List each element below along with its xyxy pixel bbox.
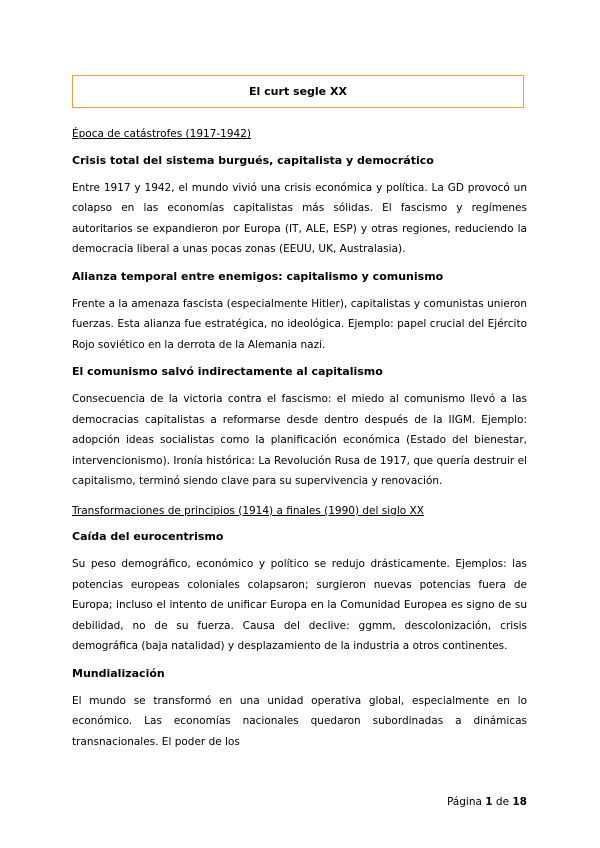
block-paragraph: Entre 1917 y 1942, el mundo vivió una crisis económica y política. La GD provocó un colapso en las economías capitalistas más sólidas. El fascismo y regímenes autoritarios se expandieron por Europa (IT, ALE, ESP) y otras regiones, reduciendo la democracia liberal a unas pocas zonas (EEUU, UK, Australasia). [72, 181, 527, 255]
page-total: 18 [512, 796, 527, 808]
page-label: Página [446, 796, 482, 808]
block-paragraph: El mundo se transformó en una unidad operativa global, especialmente en lo económico. Las economías nacionales quedaron subordinadas a dinámicas transnacionales. El poder de los [72, 694, 527, 748]
document-title: El curt segle XX [249, 85, 347, 98]
block-paragraph: Su peso demográfico, económico y político se redujo drásticamente. Ejemplos: las potencias europeas coloniales colapsaron; surgieron nuevas potencias fuera de Europa; incluso el intento de unificar Europa en la Comunidad Europea es signo de su debilidad, no de su fuerza. Causa del declive: ggmm, descolonización, crisis demográfica (baja natalidad) y desplazamiento de la industria a otros continentes. [72, 558, 527, 652]
block-heading: El comunismo salvó indirectamente al capitalismo [72, 365, 383, 378]
block-paragraph: Consecuencia de la victoria contra el fascismo: el miedo al comunismo llevó a las democracias capitalistas a reformarse desde dentro después de la IIGM. Ejemplo: adopción ideas socialistas como la planificación económica (Estado del bienestar, intervencionismo). Ironía histórica: La Revolución Rusa de 1917, que quería destruir el capitalismo, terminó siendo clave para su supervivencia y renovación. [72, 393, 527, 487]
block-heading: Caída del eurocentrismo [72, 530, 224, 543]
section-heading-2: Transformaciones de principios (1914) a finales (1990) del siglo XX [72, 504, 424, 517]
block-heading: Alianza temporal entre enemigos: capitalismo y comunismo [72, 269, 444, 283]
document-body [72, 118, 527, 761]
title-box [72, 75, 524, 108]
page-of: de [495, 796, 510, 808]
block-heading: Crisis total del sistema burgués, capitalista y democrático [72, 153, 434, 167]
section-heading-1: Época de catástrofes (1917-1942) [72, 128, 251, 140]
block-heading: Mundialización [72, 666, 165, 680]
page-footer [447, 796, 527, 808]
page-current: 1 [485, 796, 493, 808]
block-paragraph: Frente a la amenaza fascista (especialmente Hitler), capitalistas y comunistas unieron fuerzas. Esta alianza fue estratégica, no ideológica. Ejemplo: papel crucial del Ejército Rojo soviético en la derrota de la Alemania nazi. [72, 297, 527, 351]
